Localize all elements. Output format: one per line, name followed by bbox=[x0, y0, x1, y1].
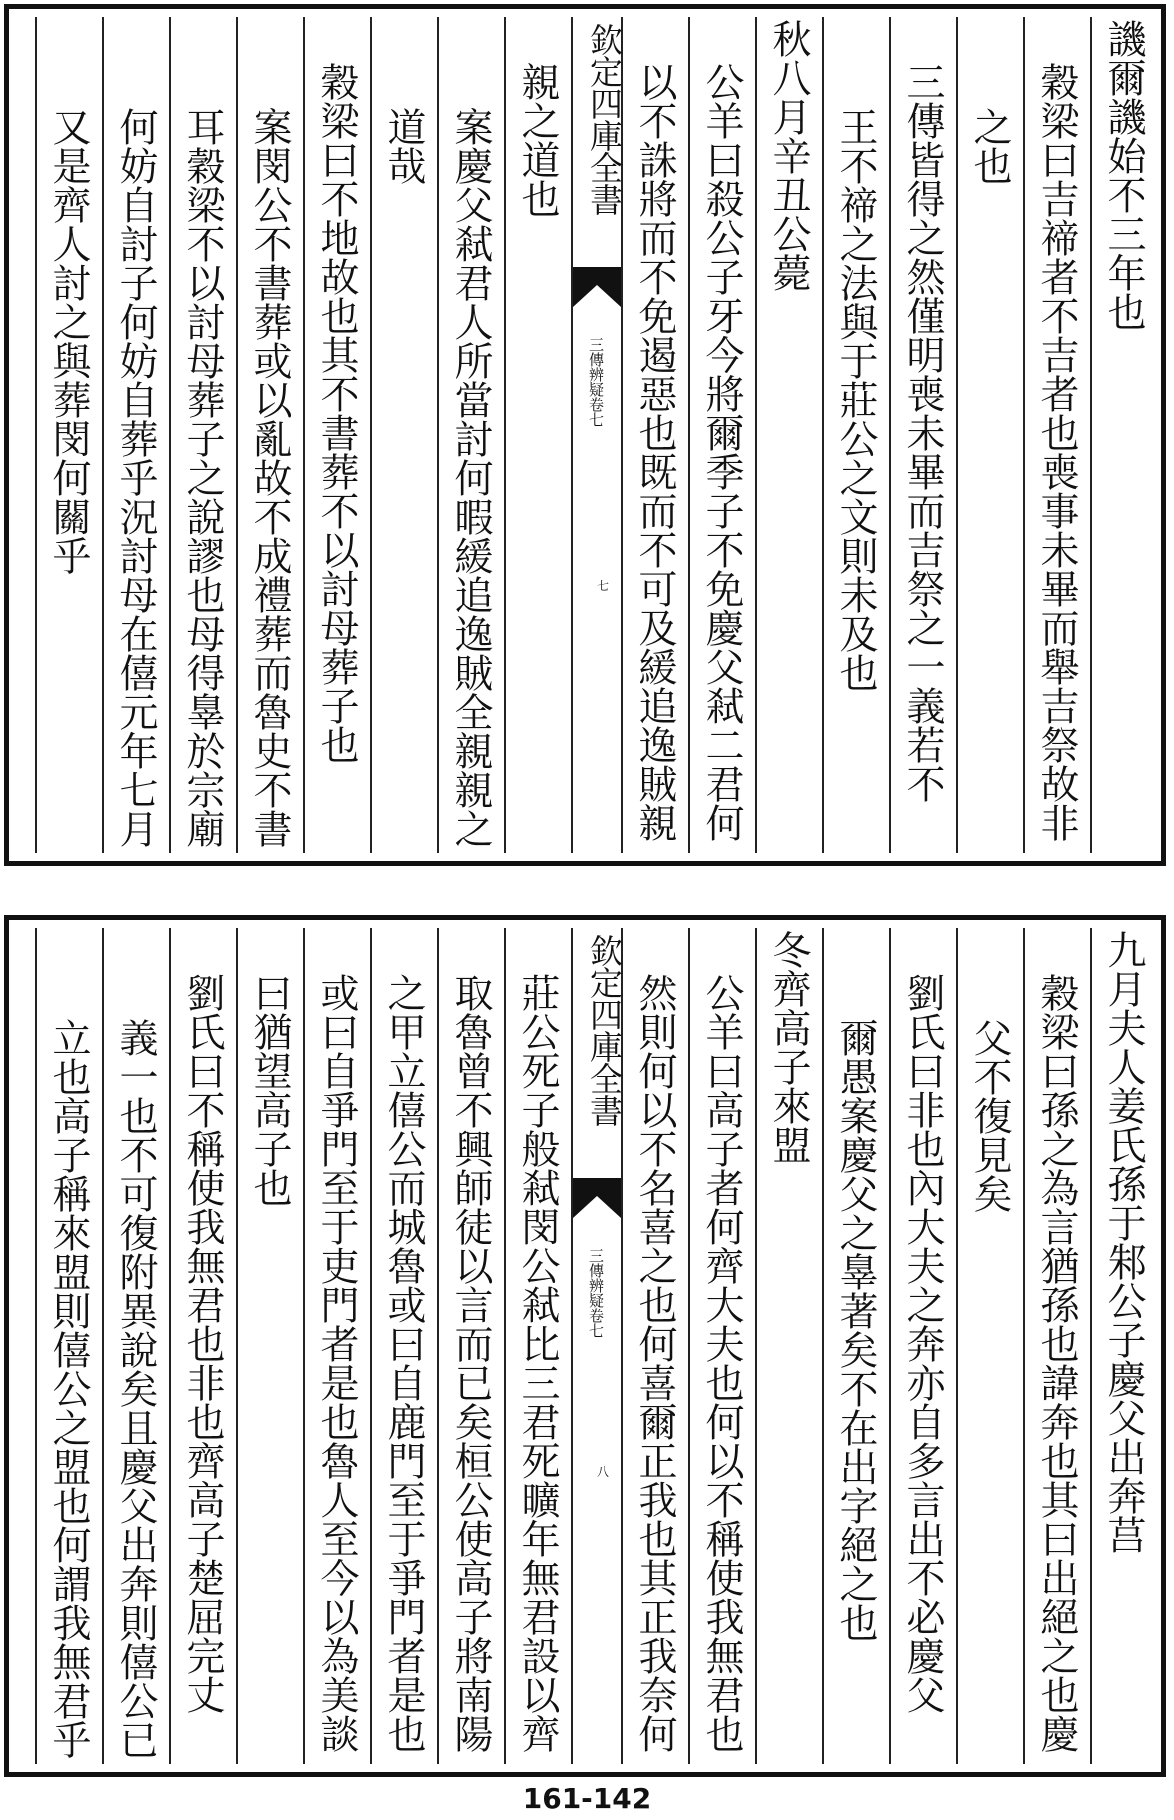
library-title: 欽定四庫全書 bbox=[585, 934, 624, 1126]
page-number-footer: 161-142 bbox=[522, 1782, 652, 1815]
library-title: 欽定四庫全書 bbox=[585, 23, 624, 215]
volume-label: 卷七 bbox=[587, 397, 605, 427]
column-text: 然則何以不名喜之也何喜爾正我也其正我奈何 bbox=[632, 973, 677, 1753]
text-column bbox=[35, 17, 102, 853]
text-column bbox=[956, 17, 1023, 853]
column-text: 三傳皆得之然僅明喪未畢而吉祭之一義若不 bbox=[900, 62, 945, 803]
column-text: 穀梁曰不地故也其不書葬不以討母葬子也 bbox=[314, 62, 359, 764]
text-column bbox=[755, 928, 822, 1764]
column-text: 之甲立僖公而城魯或曰自鹿門至于爭門者是也 bbox=[381, 973, 426, 1753]
column-text: 以不誅將而不免遏惡也既而不可及緩追逸賊親 bbox=[632, 62, 677, 842]
text-column bbox=[504, 17, 571, 853]
column-text: 父不復見矣 bbox=[967, 1018, 1012, 1213]
text-column bbox=[889, 17, 956, 853]
text-column bbox=[303, 928, 370, 1764]
column-text: 譏爾譏始不三年也 bbox=[1101, 19, 1146, 331]
column-text: 公羊曰高子者何齊大夫也何以不稱使我無君也 bbox=[699, 973, 744, 1753]
text-column bbox=[688, 928, 755, 1764]
text-column bbox=[688, 17, 755, 853]
text-column bbox=[822, 17, 889, 853]
column-text: 冬齊高子來盟 bbox=[766, 930, 811, 1164]
column-text: 取魯曾不興師徒以言而已矣桓公使高子將南陽 bbox=[448, 973, 493, 1753]
text-column bbox=[236, 17, 303, 853]
fishtail-mark-icon bbox=[573, 267, 621, 307]
column-text: 道哉 bbox=[381, 107, 426, 185]
text-column bbox=[437, 928, 504, 1764]
column-text: 曰猶望高子也 bbox=[247, 973, 292, 1207]
column-text: 案閔公不書葬或以亂故不成禮葬而魯史不書 bbox=[247, 107, 292, 848]
text-column bbox=[102, 928, 169, 1764]
text-column bbox=[1023, 928, 1090, 1764]
book-volume-label bbox=[587, 337, 604, 427]
column-text: 何妨自討子何妨自葬乎況討母在僖元年七月 bbox=[113, 107, 158, 848]
center-fold-margin bbox=[571, 928, 624, 1764]
text-column bbox=[303, 17, 370, 853]
column-text: 莊公死子般弒閔公弒比三君死曠年無君設以齊 bbox=[515, 973, 560, 1753]
column-text: 穀梁曰孫之為言猶孫也諱奔也其曰出絕之也慶 bbox=[1034, 973, 1079, 1753]
column-text: 案慶父弒君人所當討何暇緩追逸賊全親親之 bbox=[448, 107, 493, 848]
text-column bbox=[621, 17, 688, 853]
text-column bbox=[1090, 928, 1157, 1764]
text-column bbox=[889, 928, 956, 1764]
column-text: 或曰自爭門至于吏門者是也魯人至今以為美談 bbox=[314, 973, 359, 1753]
fishtail-mark-icon bbox=[573, 1178, 621, 1218]
columns-top bbox=[13, 17, 1157, 853]
folio-number: 七 bbox=[597, 579, 610, 593]
text-column bbox=[370, 17, 437, 853]
book-title: 三傳辨疑 bbox=[587, 337, 605, 397]
column-text: 爾愚案慶父之辠著矣不在出字絕之也 bbox=[833, 1018, 878, 1642]
center-fold-margin bbox=[571, 17, 624, 853]
column-text: 之也 bbox=[967, 107, 1012, 185]
text-column bbox=[35, 928, 102, 1764]
column-text: 公羊曰殺公子牙今將爾季子不免慶父弒二君何 bbox=[699, 62, 744, 842]
book-volume-label bbox=[587, 1248, 604, 1338]
column-text: 王不禘之法與于莊公之文則未及也 bbox=[833, 107, 878, 692]
folio-number: 八 bbox=[597, 1465, 610, 1479]
text-column bbox=[102, 17, 169, 853]
text-column bbox=[504, 928, 571, 1764]
page-bottom bbox=[4, 915, 1166, 1777]
column-text: 劉氏曰非也內大夫之奔亦自多言出不必慶父 bbox=[900, 973, 945, 1714]
column-text: 秋八月辛丑公薨 bbox=[766, 19, 811, 292]
text-column bbox=[822, 928, 889, 1764]
text-column bbox=[169, 928, 236, 1764]
column-text: 義一也不可復附異說矣且慶父出奔則僖公已 bbox=[113, 1018, 158, 1759]
text-column bbox=[755, 17, 822, 853]
text-column bbox=[621, 928, 688, 1764]
book-title: 三傳辨疑 bbox=[587, 1248, 605, 1308]
columns-bottom bbox=[13, 928, 1157, 1764]
column-text: 親之道也 bbox=[515, 62, 560, 218]
text-column bbox=[437, 17, 504, 853]
column-text: 又是齊人討之與葬閔何關乎 bbox=[46, 107, 91, 575]
column-text: 劉氏曰不稱使我無君也非也齊高子楚屈完丈 bbox=[180, 973, 225, 1714]
text-column bbox=[1023, 17, 1090, 853]
text-column bbox=[370, 928, 437, 1764]
text-column bbox=[1090, 17, 1157, 853]
text-column bbox=[956, 928, 1023, 1764]
column-text: 耳穀梁不以討母葬子之說謬也母得辠於宗廟 bbox=[180, 107, 225, 848]
column-text: 立也高子稱來盟則僖公之盟也何謂我無君乎 bbox=[46, 1018, 91, 1759]
volume-label: 卷七 bbox=[587, 1308, 605, 1338]
page-top bbox=[4, 4, 1166, 866]
text-column bbox=[236, 928, 303, 1764]
column-text: 九月夫人姜氏孫于邾公子慶父出奔莒 bbox=[1101, 930, 1146, 1554]
text-column bbox=[169, 17, 236, 853]
column-text: 穀梁曰吉禘者不吉者也喪事未畢而舉吉祭故非 bbox=[1034, 62, 1079, 842]
